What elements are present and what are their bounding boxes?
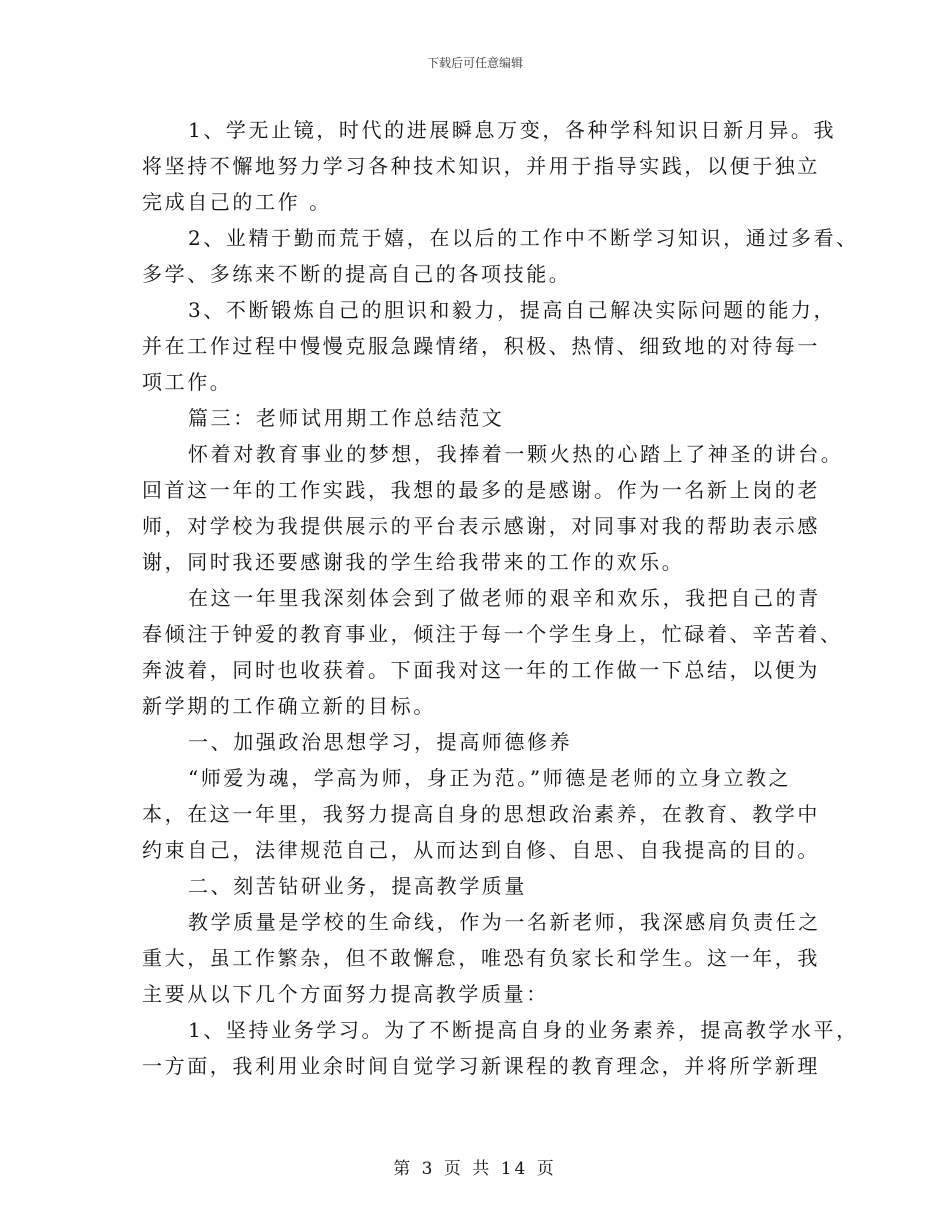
text-line: 约束自己，法律规范自己，从而达到自修、自思、自我提高的目的。: [142, 838, 820, 862]
text-line: 奔波着，同时也收获着。下面我对这一年的工作做一下总结，以便为: [142, 658, 820, 682]
text-line: 1、坚持业务学习。为了不断提高自身的业务素养，提高教学水平，: [188, 1018, 859, 1042]
text-line: 项工作。: [142, 370, 233, 394]
text-line: 完成自己的工作 。: [142, 190, 332, 214]
text-line: 在这一年里我深刻体会到了做老师的艰辛和欢乐，我把自己的青: [188, 586, 821, 610]
section-heading: 二、刻苦钻研业务，提高教学质量: [188, 874, 527, 898]
text-line: 春倾注于钟爱的教育事业，倾注于每一个学生身上，忙碌着、辛苦着、: [142, 622, 843, 646]
text-line: “师爱为魂，学高为师，身正为范。”师德是老师的立身立教之: [188, 766, 792, 790]
text-line: 本，在这一年里，我努力提高自身的思想政治素养，在教育、教学中: [142, 802, 820, 826]
text-line: 谢，同时我还要感谢我的学生给我带来的工作的欢乐。: [142, 550, 685, 574]
text-line: 怀着对教育事业的梦想，我捧着一颗火热的心踏上了神圣的讲台。: [188, 442, 844, 466]
text-line: 并在工作过程中慢慢克服急躁情绪，积极、热情、细致地的对待每一: [142, 334, 820, 358]
text-line: 3、不断锻炼自己的胆识和毅力，提高自己解决实际问题的能力，: [188, 298, 837, 322]
text-line: 多学、多练来不断的提高自己的各项技能。: [142, 262, 572, 286]
text-line: 师，对学校为我提供展示的平台表示感谢，对同事对我的帮助表示感: [142, 514, 820, 538]
text-line: 教学质量是学校的生命线，作为一名新老师，我深感肩负责任之: [188, 910, 821, 934]
text-line: 重大，虽工作繁杂，但不敢懈怠，唯恐有负家长和学生。这一年，我: [142, 946, 820, 970]
text-line: 将坚持不懈地努力学习各种技术知识，并用于指导实践，以便于独立: [142, 154, 820, 178]
text-line: 1、学无止镜，时代的进展瞬息万变，各种学科知识日新月异。我: [188, 118, 837, 142]
text-line: 2、业精于勤而荒于嬉，在以后的工作中不断学习知识，通过多看、: [188, 226, 859, 250]
section-heading: 篇三：老师试用期工作总结范文: [188, 406, 505, 430]
page-footer: 第 3 页 共 14 页: [393, 1159, 557, 1179]
text-line: 新学期的工作确立新的目标。: [142, 694, 436, 718]
text-line: 一方面，我利用业余时间自觉学习新课程的教育理念，并将所学新理: [142, 1054, 820, 1078]
section-heading: 一、加强政治思想学习，提高师德修养: [188, 730, 573, 754]
text-line: 主要从以下几个方面努力提高教学质量：: [142, 982, 549, 1006]
text-line: 回首这一年的工作实践，我想的最多的是感谢。作为一名新上岗的老: [142, 478, 820, 502]
page-header: 下载后可任意编辑: [426, 56, 523, 70]
